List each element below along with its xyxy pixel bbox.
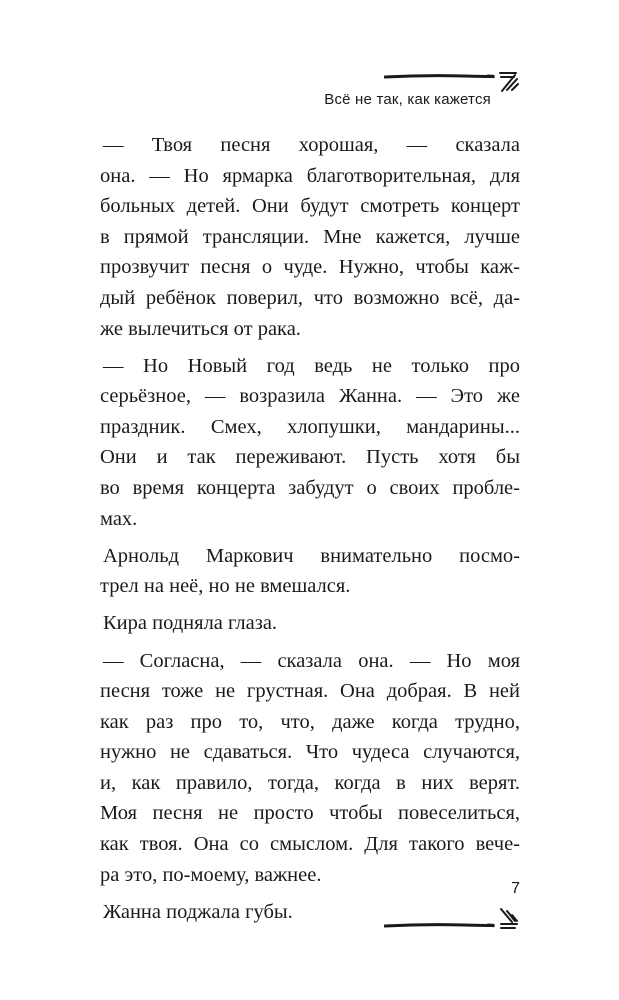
paragraph — [100, 646, 520, 891]
paragraph — [100, 351, 520, 535]
text-line: и, как правило, тогда, когда в них верят. — [100, 771, 520, 794]
text-line: как твоя. Она со смыслом. Для такого вече- — [100, 833, 520, 856]
body-text — [100, 130, 520, 934]
text-line: Они и так переживают. Пусть хотя бы — [100, 446, 520, 469]
running-title: Всё не так, как кажется — [324, 91, 491, 108]
text-line: как раз про то, что, даже когда трудно, — [100, 710, 520, 733]
text-line: праздник. Смех, хлопушки, мандарины... — [100, 415, 520, 438]
footer-decoration — [384, 906, 524, 932]
text-line: же вылечиться от рака. — [100, 317, 301, 340]
text-line: серьёзное, — возразила Жанна. — Это же — [100, 385, 520, 408]
text-line: больных детей. Они будут смотреть концерт — [100, 195, 520, 218]
text-line: трел на неё, но не вмешался. — [100, 575, 351, 598]
text-line: — Согласна, — сказала она. — Но моя — [103, 649, 520, 672]
text-line: прозвучит песня о чуде. Нужно, чтобы каж- — [100, 256, 520, 279]
text-line: — Но Новый год ведь не только про — [103, 354, 520, 377]
header-decoration — [384, 70, 520, 92]
text-line: ра это, по-моему, важнее. — [100, 863, 322, 886]
text-line: она. — Но ярмарка благотворительная, для — [100, 164, 520, 187]
burst-icon — [501, 909, 517, 928]
paragraph — [100, 608, 520, 639]
text-line: Кира подняла глаза. — [103, 612, 278, 635]
burst-icon — [500, 73, 518, 91]
paragraph — [100, 130, 520, 344]
paragraph — [100, 541, 520, 602]
text-line: мах. — [100, 507, 138, 530]
text-line: во время концерта забудут о своих пробле- — [100, 477, 520, 500]
text-line: — Твоя песня хорошая, — сказала — [103, 134, 520, 156]
text-line: в прямой трансляции. Мне кажется, лучше — [100, 225, 520, 248]
text-line: песня тоже не грустная. Она добрая. В ней — [100, 680, 520, 703]
text-line: нужно не сдаваться. Что чудеса случаются, — [100, 741, 520, 764]
page-number: 7 — [511, 880, 520, 897]
text-line: Моя песня не просто чтобы повеселиться, — [100, 802, 520, 825]
text-line: Арнольд Маркович внимательно посмо- — [103, 544, 520, 567]
text-line: Жанна поджала губы. — [103, 900, 293, 923]
text-line: дый ребёнок поверил, что возможно всё, да- — [100, 286, 520, 309]
